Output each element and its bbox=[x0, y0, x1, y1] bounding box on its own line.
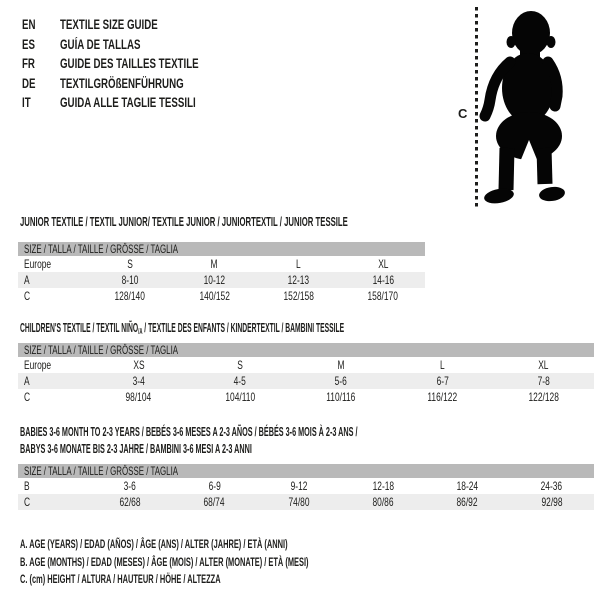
junior-table-title: JUNIOR TEXTILE / TEXTIL JUNIOR/ TEXTILE JUNIOR / JUNIORTEXTIL / JUNIOR TESSILE bbox=[20, 215, 348, 229]
size-cell: 110/116 bbox=[326, 390, 356, 404]
size-header-bar: SIZE / TALLA / TAILLE / GRÖSSE / TAGLIA bbox=[18, 242, 425, 256]
babies-table-title: BABIES 3-6 MONTH TO 2-3 YEARS / BEBÉS 3-6 MESES A 2-3 AÑOS / BÉBÉS 3-6 MOIS À 2-3 ANS / BABYS 3-6 MONATE BIS 2-3 JAHRE / BAMBINI 3-6 MESI A 2-3 ANNI bbox=[20, 425, 358, 456]
language-code: EN bbox=[22, 17, 36, 32]
size-cell: 14-16 bbox=[372, 273, 394, 287]
size-cell: S bbox=[127, 257, 133, 271]
size-cell: 74/80 bbox=[288, 495, 310, 509]
language-row-es bbox=[22, 35, 253, 55]
language-title: GUIDA ALLE TAGLIE TESSILI bbox=[60, 95, 196, 111]
language-row-fr bbox=[22, 54, 253, 74]
row-label: A bbox=[24, 374, 30, 388]
language-code: FR bbox=[22, 56, 35, 72]
babies-size-table bbox=[18, 464, 594, 510]
size-cell: 3-6 bbox=[124, 479, 137, 493]
size-cell: XS bbox=[132, 358, 145, 372]
size-cell: 6-7 bbox=[436, 374, 449, 388]
size-header-bar: SIZE / TALLA / TAILLE / GRÖSSE / TAGLIA bbox=[18, 464, 594, 478]
row-label: A bbox=[24, 273, 30, 287]
size-cell: M bbox=[337, 358, 345, 372]
table-row-europe bbox=[18, 256, 425, 272]
row-label: Europe bbox=[24, 257, 52, 271]
row-label: B bbox=[24, 479, 30, 493]
childrens-size-table bbox=[18, 343, 594, 405]
size-cell: M bbox=[210, 257, 218, 271]
size-cell: 80/86 bbox=[372, 495, 394, 509]
size-cell: 6-9 bbox=[208, 479, 221, 493]
row-label: C bbox=[24, 289, 31, 303]
table-row-age-years bbox=[18, 373, 594, 389]
height-measure-label: C bbox=[458, 106, 468, 121]
legend-note-b: B. AGE (MONTHS) / EDAD (MESES) / ÂGE (MOIS) / ALTER (MONATE) / ETÀ (MESI) bbox=[20, 554, 309, 569]
row-label: C bbox=[24, 390, 31, 404]
language-code: IT bbox=[22, 95, 31, 111]
legend-note-c: C. (cm) HEIGHT / ALTURA / HAUTEUR / HÖHE / ALTEZZA bbox=[20, 572, 221, 586]
toddler-silhouette-image bbox=[440, 0, 600, 220]
row-label: Europe bbox=[24, 358, 52, 372]
size-cell: 5-6 bbox=[334, 374, 348, 388]
language-row-it bbox=[22, 93, 253, 113]
size-cell: 140/152 bbox=[199, 289, 230, 303]
legend-notes bbox=[20, 536, 485, 589]
size-cell: 62/68 bbox=[119, 495, 141, 509]
legend-note-a: A. AGE (YEARS) / EDAD (AÑOS) / ÂGE (ANS) / ALTER (JAHRE) / ETÀ (ANNI) bbox=[20, 537, 288, 551]
size-cell: 86/92 bbox=[456, 495, 478, 509]
size-cell: 104/110 bbox=[224, 390, 255, 404]
size-cell: 12-18 bbox=[372, 479, 394, 493]
language-title: TEXTILGRÖßENFÜHRUNG bbox=[60, 75, 184, 91]
size-cell: 4-5 bbox=[233, 374, 246, 388]
language-row-en bbox=[22, 15, 253, 35]
language-title-block bbox=[22, 15, 253, 113]
size-cell: 128/140 bbox=[114, 289, 146, 303]
size-cell: 68/74 bbox=[203, 495, 225, 509]
size-cell: 116/122 bbox=[427, 390, 458, 404]
table-row-height-cm bbox=[18, 288, 425, 304]
junior-size-table bbox=[18, 242, 425, 304]
size-cell: 18-24 bbox=[456, 479, 479, 493]
size-cell: 92/98 bbox=[541, 495, 563, 509]
size-cell: L bbox=[296, 257, 301, 271]
size-cell: 122/128 bbox=[528, 390, 559, 404]
language-code: DE bbox=[22, 75, 36, 91]
childrens-table-title: CHILDREN'S TEXTILE / TEXTIL $NIÑO_{/A}$ / TEXTILE DES ENFANTS / KINDERTEXTIL / BAMBINI TESSILE bbox=[20, 321, 345, 336]
size-cell: 8-10 bbox=[121, 273, 139, 287]
size-cell: S bbox=[236, 358, 243, 372]
size-cell: 152/158 bbox=[283, 289, 314, 303]
size-cell: 158/170 bbox=[367, 289, 399, 303]
size-cell: 24-36 bbox=[541, 479, 563, 493]
size-cell: 7-8 bbox=[537, 374, 550, 388]
language-title: GUIDE DES TAILLES TEXTILE bbox=[60, 56, 199, 72]
language-title: GUÍA DE TALLAS bbox=[60, 36, 141, 52]
size-cell: 10-12 bbox=[203, 273, 226, 287]
table-row-age-months bbox=[18, 478, 594, 494]
size-cell: XL bbox=[377, 257, 389, 271]
language-title: TEXTILE SIZE GUIDE bbox=[60, 17, 158, 32]
size-cell: XL bbox=[538, 358, 549, 372]
table-row-age-years bbox=[18, 272, 425, 288]
language-code: ES bbox=[22, 36, 35, 52]
size-cell: 98/104 bbox=[125, 390, 152, 404]
size-cell: 3-4 bbox=[132, 374, 145, 388]
size-header-bar: SIZE / TALLA / TAILLE / GRÖSSE / TAGLIA bbox=[18, 343, 594, 357]
table-row-height-cm bbox=[18, 389, 594, 405]
size-cell: 12-13 bbox=[287, 273, 310, 287]
table-row-europe bbox=[18, 357, 594, 373]
language-row-de bbox=[22, 74, 253, 94]
size-cell: 9-12 bbox=[290, 479, 308, 493]
table-row-height-cm bbox=[18, 494, 594, 510]
row-label: C bbox=[24, 495, 31, 509]
size-cell: L bbox=[439, 358, 445, 372]
